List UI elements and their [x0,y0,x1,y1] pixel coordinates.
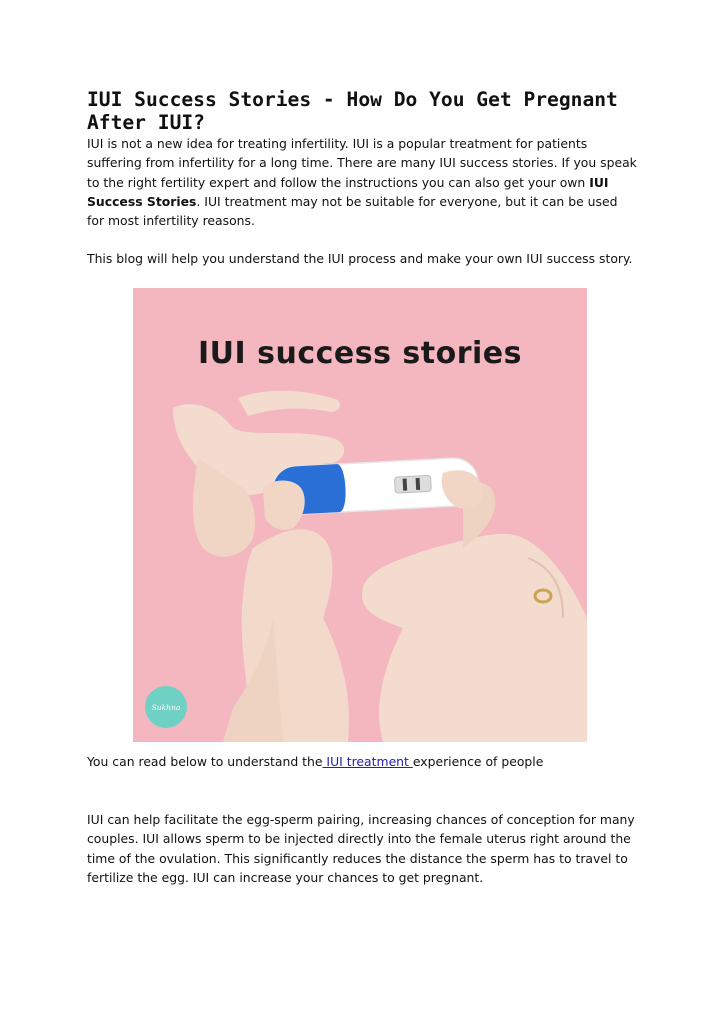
intro-text-end: . IUI treatment may not be suitable for everyone, but it can be used for most infertility reasons. [87,193,618,229]
read-below-paragraph [87,752,637,771]
intro-paragraph [87,134,637,230]
iui-benefits-paragraph: IUI can help facilitate the egg-sperm pairing, increasing chances of conception for many couples. IUI allows sperm to be injected directly into the female uterus right around the time of the ovulation. This significantly reduces the distance the sperm has to travel to fertilize the egg. IUI can increase your chances to get pregnant. [87,812,635,885]
hero-image [133,288,587,742]
intro-bold-text: IUI Success Stories [87,174,609,209]
blog-purpose-paragraph: This blog will help you understand the IUI process and make your own IUI success story. [87,251,633,266]
brand-logo-text: Sukhna [151,702,181,712]
brand-logo [145,686,187,728]
read-below-text-end: experience of people [412,754,544,769]
read-below-text: You can read below to understand the [87,754,323,769]
page-title: IUI Success Stories - How Do You Get Pregnant After IUI? [87,88,618,134]
iui-treatment-link[interactable]: IUI treatment [322,754,413,769]
hero-heading: IUI success stories [197,336,522,371]
intro-text: IUI is not a new idea for treating infertility. IUI is a popular treatment for patients suffering from infertility for a long time. There are many IUI success stories. If you speak to the right fertility expert and follow the instructions you can also get your own [87,136,637,190]
